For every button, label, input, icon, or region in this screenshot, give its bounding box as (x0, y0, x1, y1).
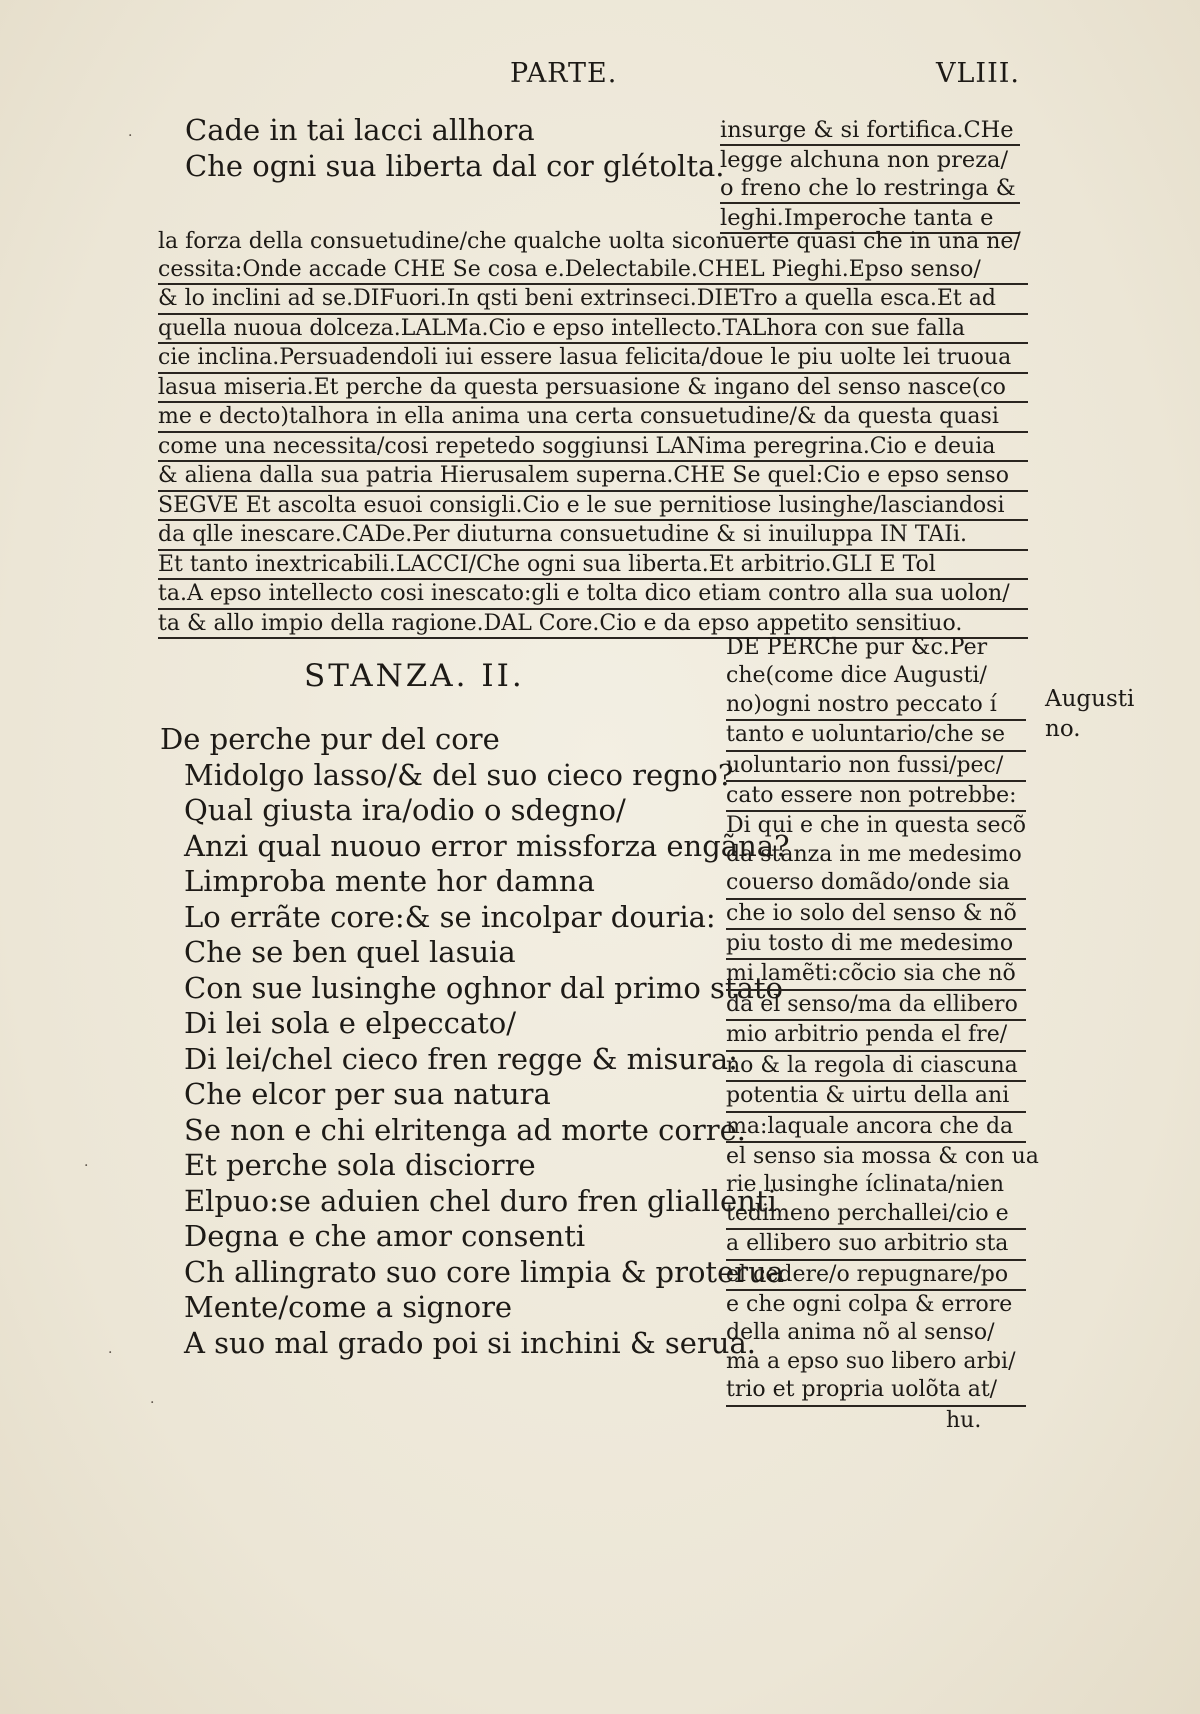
verse-line: Anzi qual nuouo error missforza engãna? (184, 828, 790, 863)
top-gloss-block (720, 116, 1020, 234)
commentary-line: me e decto)talhora in ella anima una certa consuetudine/& da questa quasi (158, 403, 1028, 433)
verse-line: Ch allingrato suo core limpia & proterua (184, 1254, 785, 1289)
gloss-line: che io solo del senso & nõ (726, 900, 1026, 930)
ink-speck: · (84, 1158, 89, 1174)
gloss-line: Di qui e che in questa secõ (726, 813, 1027, 839)
gloss-line: da el senso/ma da ellibero (726, 991, 1026, 1021)
commentary-line: SEGVE Et ascolta esuoi consigli.Cio e le sue pernitiose lusinghe/lasciandosi (158, 492, 1028, 522)
margin-note-line: Augusti (1045, 686, 1135, 712)
gloss-line: uoluntario non fussi/pec/ (726, 752, 1026, 782)
gloss-line: el senso sia mossa & con ua (726, 1143, 1039, 1169)
verse-line: Et perche sola disciorre (184, 1148, 536, 1182)
gloss-line: tanto e uoluntario/che se (726, 721, 1026, 751)
gloss-line: ma a epso suo libero arbi/ (726, 1348, 1016, 1374)
commentary-line: cessita:Onde accade CHE Se cosa e.Delectabile.CHEL Pieghi.Epso senso/ (158, 256, 1028, 286)
gloss-line: trio et propria uolõta at/ (726, 1376, 1026, 1406)
stanza-verse-block (160, 722, 790, 1361)
verse-line: Midolgo lasso/& del suo cieco regno? (184, 757, 734, 792)
gloss-line: leghi.Imperoche tanta e (720, 204, 1020, 234)
gloss-line: che(come dice Augusti/ (726, 663, 987, 689)
gloss-line: tedimeno perchallei/cio e (726, 1200, 1026, 1230)
gloss-line: rie lusinghe íclinata/nien (726, 1172, 1005, 1198)
gloss-line: no)ogni nostro peccato í (726, 691, 1026, 721)
right-gloss-block (726, 634, 1039, 1435)
verse-line: Che elcor per sua natura (184, 1077, 551, 1111)
verse-line: Che se ben quel lasuia (184, 935, 516, 969)
margin-note-line: no. (1045, 716, 1081, 742)
gloss-line: mio arbitrio penda el fre/ (726, 1021, 1026, 1051)
gloss-line: mi lamẽti:cõcio sia che nõ (726, 960, 1026, 990)
verse-line: Di lei/chel cieco fren regge & misura: (184, 1041, 738, 1076)
gloss-line: couerso domãdo/onde sia (726, 869, 1026, 899)
gloss-line: a ellibero suo arbitrio sta (726, 1230, 1026, 1260)
verse-line: Di lei sola e elpeccato/ (184, 1006, 516, 1040)
verse-line: Degna e che amor consenti (184, 1219, 586, 1253)
commentary-line: & aliena dalla sua patria Hierusalem superna.CHE Se quel:Cio e epso senso (158, 462, 1028, 492)
commentary-line: quella nuoua dolceza.LALMa.Cio e epso intellecto.TALhora con sue falla (158, 315, 1028, 345)
verse-line: Che ogni sua liberta dal cor glétolta. (185, 149, 725, 183)
gloss-line: legge alchuna non preza/ (720, 147, 1009, 173)
gloss-line: ma:laquale ancora che da (726, 1113, 1026, 1143)
commentary-line: come una necessita/cosi repetedo soggiunsi LANima peregrina.Cio e deuia (158, 433, 1028, 463)
commentary-line: Et tanto inextricabili.LACCI/Che ogni sua liberta.Et arbitrio.GLI E Tol (158, 551, 1028, 581)
commentary-block (158, 228, 1028, 639)
commentary-line: la forza della consuetudine/che qualche uolta siconuerte quasi che in una ne/ (158, 229, 1021, 254)
gloss-line: o freno che lo restringa & (720, 174, 1020, 204)
gloss-line: insurge & si fortifica.CHe (720, 116, 1020, 146)
verse-line: Con sue lusinghe oghnor dal primo stato (184, 970, 783, 1005)
gloss-line: piu tosto di me medesimo (726, 930, 1026, 960)
commentary-line: ta & allo impio della ragione.DAL Core.Cio e da epso appetito sensitiuo. (158, 610, 1028, 640)
verse-line: Qual giusta ira/odio o sdegno/ (184, 793, 626, 827)
gloss-line: potentia & uirtu della ani (726, 1082, 1026, 1112)
gloss-line: no & la regola di ciascuna (726, 1052, 1026, 1082)
stanza-heading: STANZA. II. (304, 658, 525, 694)
margin-note (1045, 684, 1134, 744)
verse-line: Se non e chi elritenga ad morte corre. (184, 1112, 746, 1147)
top-verse-block (185, 112, 725, 184)
ink-speck: · (150, 1395, 155, 1411)
gloss-line: DE PERChe pur &c.Per (726, 635, 988, 660)
gloss-line: el cedere/o repugnare/po (726, 1261, 1026, 1291)
commentary-line: cie inclina.Persuadendoli iui essere lasua felicita/doue le piu uolte lei truoua (158, 344, 1028, 374)
gloss-line: da stanza in me medesimo (726, 841, 1022, 867)
gloss-line: hu. (946, 1407, 982, 1433)
verse-line: Mente/come a signore (184, 1290, 513, 1324)
verse-line: Limproba mente hor damna (184, 864, 595, 898)
ink-speck: · (128, 128, 133, 144)
verse-line: Lo errãte core:& se incolpar douria: (184, 899, 716, 934)
commentary-line: lasua miseria.Et perche da questa persuasione & ingano del senso nasce(co (158, 374, 1028, 404)
commentary-line: & lo inclini ad se.DIFuori.In qsti beni extrinseci.DIETro a quella esca.Et ad (158, 285, 1028, 315)
verse-line: Elpuo:se aduien chel duro fren gliallenti (184, 1183, 777, 1218)
running-head: PARTE. (510, 58, 618, 89)
folio-number: VLIII. (936, 58, 1021, 89)
gloss-line: della anima nõ al senso/ (726, 1320, 995, 1346)
verse-line: A suo mal grado poi si inchini & serua. (184, 1325, 756, 1360)
gloss-line: e che ogni colpa & errore (726, 1291, 1013, 1317)
commentary-line: ta.A epso intellecto cosi inescato:gli e tolta dico etiam contro alla sua uolon/ (158, 580, 1028, 610)
ink-speck: · (108, 1345, 113, 1361)
verse-line: De perche pur del core (160, 722, 500, 756)
verse-line: Cade in tai lacci allhora (185, 113, 535, 147)
commentary-line: da qlle inescare.CADe.Per diuturna consuetudine & si inuiluppa IN TAIi. (158, 521, 1028, 551)
gloss-line: cato essere non potrebbe: (726, 782, 1026, 812)
